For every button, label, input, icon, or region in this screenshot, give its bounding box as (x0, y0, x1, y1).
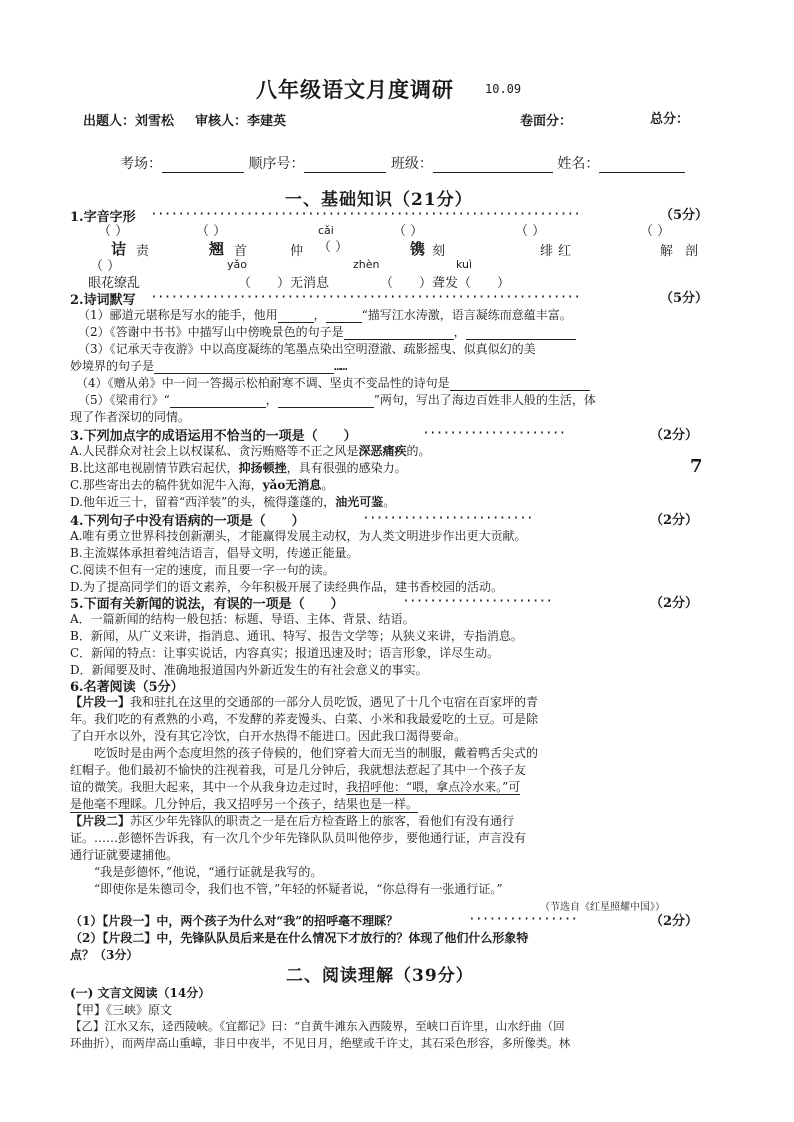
q6-p1-l6: 谊的微笑。我胆大起来，其中一个从我身边走过时，我招呼他：“喂，拿点冷水来。”可 (70, 780, 521, 794)
passage-yi-l1: 【乙】江水又东，迳西陵峡。《宜都记》曰：“自黄牛滩东入西陵界，至峡口百许里，山水纡曲（回 (70, 1019, 565, 1033)
name-blank[interactable] (599, 158, 685, 173)
q6-p1-l3: 了白开水以外，没有其它冷饮，白开水热得不能进口。因此我口渴得要命。 (70, 729, 467, 743)
paren-2: （ ） (196, 224, 227, 239)
class-label: 班级： (390, 156, 433, 172)
word-jie2: 解 (660, 244, 674, 259)
q1-dots: ······························································· (150, 207, 581, 222)
handwritten-mark: 7 (690, 456, 703, 477)
paren-6: （ ） (640, 224, 671, 239)
section-1-title: 一、基础知识（21分） (285, 190, 473, 210)
class-blank[interactable] (433, 158, 553, 173)
word-hong: 红 (558, 244, 572, 259)
q4-d[interactable]: D.为了提高同学们的语文素养，今年积极开展了读经典作品，建书香校园的活动。 (70, 580, 504, 594)
q2-l4: （4）《赠从弟》中一问一答揭示松柏耐寒不调、坚贞不变品性的诗句是 (76, 374, 590, 391)
passage-jia: 【甲】《三峡》原文 (70, 1003, 173, 1017)
word-ke: 刻 (432, 244, 446, 259)
q5-dots: ······················ (402, 594, 553, 609)
q5-c[interactable]: C．新闻的特点：让事实说话，内容真实；报道迅速及时；语言形象，详尽生动。 (70, 646, 500, 660)
q4-label: 4.下列句子中没有语病的一项是（ ） (70, 514, 305, 529)
word-fei: 绯 (540, 244, 554, 259)
q6-p1-l5: 红帽子。他们最初不愉快的注视着我，可是几分钟后，我就想法惹起了其中一个孩子友 (70, 763, 527, 777)
section-2-sub1: (一) 文言文阅读（14分） (70, 986, 211, 1000)
q2-l3: （3）《记承天寺夜游》中以高度凝练的笔墨点染出空明澄澈、疏影摇曳、似真似幻的美 (78, 342, 536, 356)
name-label: 姓名： (557, 156, 600, 172)
q4-a[interactable]: A.唯有勇立世界科技创新潮头，才能赢得发展主动权，为人类文明进步作出更大贡献。 (70, 529, 527, 543)
q3-label: 3.下列加点字的成语运用不恰当的一项是（ ） (70, 429, 357, 444)
q6-p1-l7: 是他毫不理睬。几分钟后，我又招呼另一个孩子，结果也是一样。 (70, 797, 419, 811)
q4-score: （2分） (650, 513, 699, 528)
word-yanhualiaoluan: 眼花缭乱 (88, 276, 141, 291)
q6-p1-l1: 【片段一】我和驻扎在这里的交通部的一部分人员吃饭，遇见了十几个屯宿在百家坪的青 (70, 695, 539, 709)
word-zhong: 仲 (290, 244, 304, 259)
pinyin-cai: cǎi (318, 224, 334, 237)
pinyin-kui: kuì (456, 258, 473, 271)
q3-d[interactable]: D.他年近三十，留着“西洋装”的头，梳得蓬蓬的，油光可鉴。 (70, 495, 396, 509)
q5-score: （2分） (650, 596, 699, 611)
q2-l2: （2）《答谢中书书》中描写山中傍晚景色的句子是 ， (78, 323, 576, 340)
q6-sq1: （1）【片段一】中，两个孩子为什么对“我”的招呼毫不理睬？ (70, 914, 399, 928)
q2-label: 2.诗词默写 (70, 293, 136, 308)
paren-7: （ ） (90, 259, 121, 274)
paren-3: （ ） (318, 240, 349, 255)
pinyin-yao: yǎo (227, 258, 247, 271)
word-wuxiaoxi: （ ）无消息 (238, 276, 330, 291)
seat-no-label: 顺序号： (248, 156, 305, 172)
q2-score: （5分） (660, 291, 709, 306)
q4-c[interactable]: C.阅读不但有一定的速度，而且要一字一句的读。 (70, 563, 335, 577)
setter: 出题人：刘雪松 (83, 114, 175, 129)
q5-label: 5.下面有关新闻的说法，有误的一项是（ ） (70, 597, 344, 612)
section-2-title: 二、阅读理解（39分） (286, 966, 474, 986)
q1-label: 1.字音字形 (70, 210, 136, 225)
word-qiao: 翘 (209, 240, 225, 258)
q6-p2-l5: “即使你是朱德司令，我们也不管，”年轻的怀疑者说，“你总得有一张通行证。” (94, 882, 503, 896)
paren-4: （ ） (393, 224, 424, 239)
q3-b[interactable]: B.比这部电视剧情节跌宕起伏，抑扬顿挫，具有很强的感染力。 (70, 461, 407, 475)
exam-date: 10.09 (485, 82, 522, 96)
q5-a[interactable]: A．一篇新闻的结构一般包括：标题、导语、主体、背景、结语。 (70, 612, 415, 626)
paren-1: （ ） (98, 224, 129, 239)
q6-sq1-score: （2分） (650, 914, 699, 929)
q6-p2-l3: 通行证就要逮捕他。 (70, 848, 179, 862)
q6-source: （节选自《红星照耀中国》） (540, 902, 665, 913)
q2-l5c: 现了作者深切的同情。 (70, 410, 191, 424)
q3-c[interactable]: C.那些寄出去的稿件犹如泥牛入海，yǎo无消息。 (70, 478, 334, 492)
q6-p2-l4: “我是彭德怀，”他说，“通行证就是我写的。 (94, 865, 323, 879)
exam-room-label: 考场： (120, 156, 162, 172)
q6-p2-l1: 【片段二】苏区少年先锋队的职责之一是在后方检查路上的旅客，看他们有没有通行 (70, 814, 515, 828)
q1-score: （5分） (660, 208, 709, 223)
q4-b[interactable]: B.主流媒体承担着纯洁语言，倡导文明，传递正能量。 (70, 546, 359, 560)
word-longfa: （ ）聋发（ ） (380, 276, 511, 291)
reviewer: 审核人：李建英 (195, 114, 287, 129)
q6-p2-l2: 证。……彭德怀告诉我，有一次几个少年先锋队队员叫他停步，要他通行证，声言没有 (70, 831, 527, 845)
q3-score: （2分） (650, 428, 699, 443)
passage-yi-l2: 环曲折），而两岸高山重嶂，非日中夜半，不见日月，绝壁或千许丈，其石采色形容，多所像类。林 (70, 1036, 571, 1050)
q6-p1-l4: 吃饭时是由两个态度坦然的孩子侍候的，他们穿着大而无当的制服，戴着鸭舌尖式的 (94, 746, 539, 760)
q5-b[interactable]: B．新闻，从广义来讲，指消息、通讯、特写、报告文学等；从狭义来讲，专指消息。 (70, 629, 523, 643)
q2-dots: ······························································· (150, 290, 581, 305)
word-ze: 责 (136, 244, 150, 259)
word-juan: 镌 (410, 240, 426, 258)
seat-no-blank[interactable] (304, 158, 386, 173)
q6-sq2b: 点？（3分） (70, 948, 139, 962)
q3-dots: ····················· (422, 426, 566, 441)
q4-dots: ························· (362, 511, 533, 526)
q6-sq1-dots: ················ (468, 912, 578, 927)
word-jie: 诘 (111, 240, 127, 258)
paren-5: （ ） (515, 224, 546, 239)
q6-sq2: （2）【片段二】中，先锋队队员后来是在什么情况下才放行的？体现了他们什么形象特 (70, 931, 529, 945)
q6-p1-l2: 年。我们吃的有煮熟的小鸡，不发酵的荞麦馒头、白菜、小米和我最爱吃的土豆。可是除 (70, 712, 539, 726)
q3-a[interactable]: A.人民群众对社会上以权谋私、贪污贿赂等不正之风是深恶痛疾的。 (70, 444, 431, 458)
q6-label: 6.名著阅读（5分） (70, 680, 184, 695)
q2-l3b: 妙境界的句子是 …… (70, 359, 347, 373)
exam-title: 八年级语文月度调研 (256, 77, 454, 102)
info-line (120, 153, 685, 173)
total-score-label: 总分： (650, 112, 690, 127)
exam-room-blank[interactable] (162, 158, 244, 173)
pinyin-zhen: zhèn (353, 258, 380, 271)
q2-l5: （5）《梁甫行》“ ， ”两句，写出了海边百姓非人般的生活，体 (78, 393, 596, 407)
paper-score-label: 卷面分： (520, 114, 573, 129)
q2-l1: （1）郦道元堪称是写水的能手，他用 ， “描写江水涛激，语言凝练而意蕴丰富。 (78, 308, 572, 322)
q5-d[interactable]: D．新闻要及时、准确地报道国内外新近发生的有社会意义的事实。 (70, 663, 428, 677)
word-pou: 剖 (685, 244, 699, 259)
word-shou: 首 (234, 244, 248, 259)
